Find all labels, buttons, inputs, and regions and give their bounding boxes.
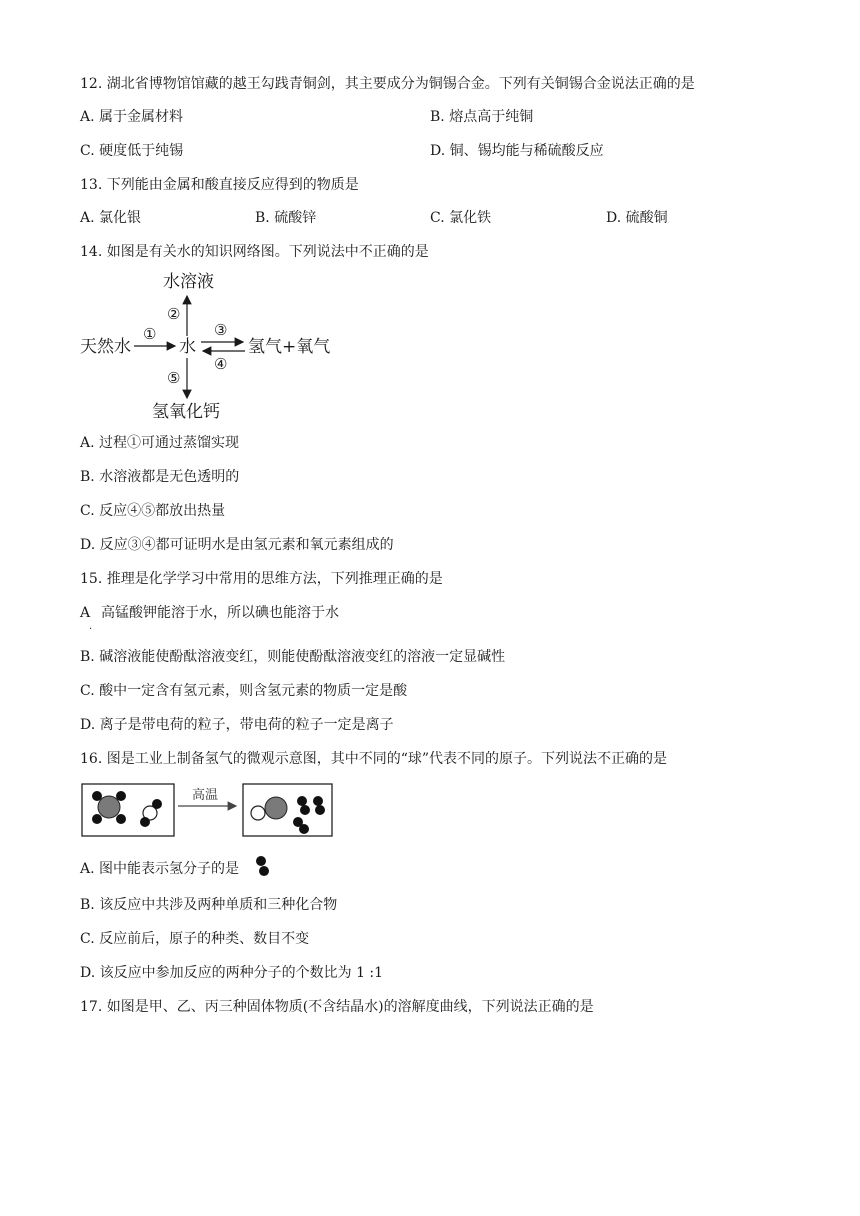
q13-stem: 13. 下列能由金属和酸直接反应得到的物质是 bbox=[80, 177, 359, 193]
q12-option-d: D. 铜、锡均能与稀硫酸反应 bbox=[430, 143, 604, 159]
q15-option-a-letter: A bbox=[80, 605, 91, 621]
q15-option-a-text: 高锰酸钾能溶于水，所以碘也能溶于水 bbox=[101, 605, 339, 621]
methane-center-atom bbox=[98, 796, 120, 818]
q16-option-d: D. 该反应中参加反应的两种分子的个数比为 1 :1 bbox=[80, 965, 384, 981]
q15-option-c: C. 酸中一定含有氢元素，则含氢元素的物质一定是酸 bbox=[80, 683, 408, 699]
q15-option-d: D. 离子是带电荷的粒子，带电荷的粒子一定是离子 bbox=[80, 717, 394, 733]
q13-option-c: C. 氯化铁 bbox=[430, 210, 492, 226]
q13-option-a: A. 氯化银 bbox=[80, 210, 142, 226]
q12-stem: 12. 湖北省博物馆馆藏的越王勾践青铜剑，其主要成分为铜锡合金。下列有关铜锡合金说法正确的是 bbox=[80, 76, 695, 92]
q16-stem: 16. 图是工业上制备氢气的微观示意图，其中不同的“球”代表不同的原子。下列说法不正确的是 bbox=[80, 751, 668, 767]
step-4-label: ④ bbox=[214, 355, 228, 373]
q14-option-c: C. 反应④⑤都放出热量 bbox=[80, 503, 226, 519]
q14-option-d: D. 反应③④都可证明水是由氢元素和氧元素组成的 bbox=[80, 537, 394, 553]
step-5-label: ⑤ bbox=[167, 369, 181, 387]
q17-stem: 17. 如图是甲、乙、丙三种固体物质(不含结晶水)的溶解度曲线，下列说法正确的是 bbox=[80, 999, 594, 1015]
label-calcium-hydroxide: 氢氧化钙 bbox=[152, 402, 220, 422]
label-water: 水 bbox=[179, 337, 196, 357]
q13-option-b: B. 硫酸锌 bbox=[255, 210, 317, 226]
q16-option-b: B. 该反应中共涉及两种单质和三种化合物 bbox=[80, 897, 338, 913]
label-aqueous-solution: 水溶液 bbox=[163, 272, 214, 292]
q14-option-b: B. 水溶液都是无色透明的 bbox=[80, 469, 240, 485]
q12-option-a: A. 属于金属材料 bbox=[80, 109, 184, 125]
q16-option-a: A. 图中能表示氢分子的是 bbox=[80, 861, 240, 877]
q13-option-d: D. 硫酸铜 bbox=[606, 210, 668, 226]
step-2-label: ② bbox=[167, 305, 181, 323]
step-3-label: ③ bbox=[214, 321, 228, 339]
q14-stem: 14. 如图是有关水的知识网络图。下列说法中不正确的是 bbox=[80, 244, 429, 260]
hydrogen-molecule-icon bbox=[256, 856, 266, 866]
step-1-label: ① bbox=[143, 325, 157, 343]
q15-option-a-dot: . bbox=[89, 621, 93, 632]
q15-stem: 15. 推理是化学学习中常用的思维方法，下列推理正确的是 bbox=[80, 571, 443, 587]
reaction-condition: 高温 bbox=[192, 788, 219, 803]
q14-option-a: A. 过程①可通过蒸馏实现 bbox=[80, 435, 240, 451]
label-hydrogen-oxygen: 氢气+氧气 bbox=[248, 337, 331, 357]
q12-option-c: C. 硬度低于纯锡 bbox=[80, 143, 184, 159]
label-natural-water: 天然水 bbox=[80, 337, 131, 357]
q12-option-b: B. 熔点高于纯铜 bbox=[430, 109, 534, 125]
q16-option-c: C. 反应前后，原子的种类、数目不变 bbox=[80, 931, 310, 947]
q15-option-b: B. 碱溶液能使酚酞溶液变红，则能使酚酞溶液变红的溶液一定显碱性 bbox=[80, 649, 506, 665]
